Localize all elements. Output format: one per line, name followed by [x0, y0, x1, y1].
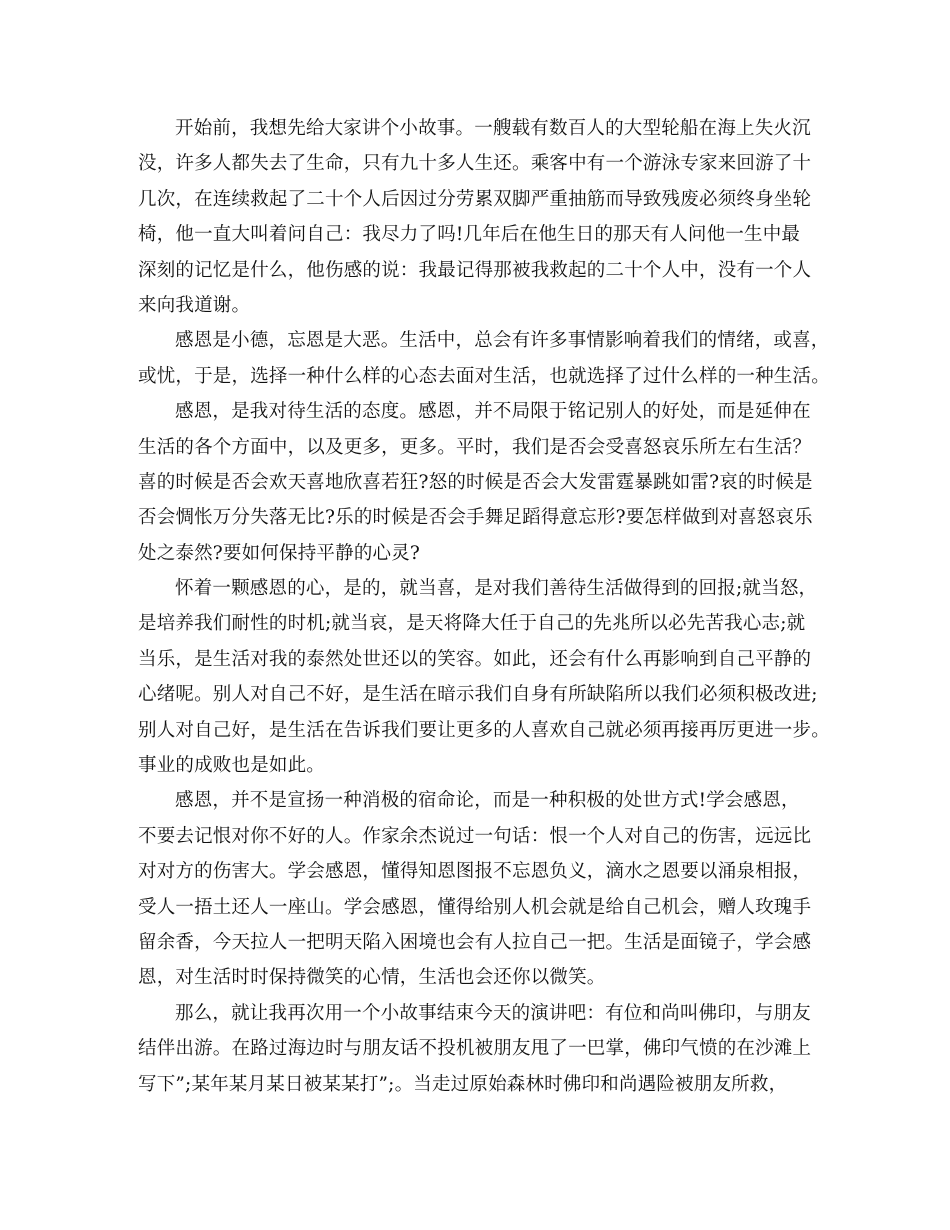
text-line: 当乐，是生活对我的泰然处世还以的笑容。如此，还会有什么再影响到自己平静的: [138, 648, 812, 670]
paragraph: [138, 394, 818, 571]
text-line: 留余香，今天拉人一把明天陷入困境也会有人拉自己一把。生活是面镜子，学会感: [138, 931, 812, 953]
text-line: 恩，对生活时时保持微笑的心情，生活也会还你以微笑。: [138, 967, 606, 989]
text-line: 结伴出游。在路过海边时与朋友话不投机被朋友甩了一巴掌，佛印气愤的在沙滩上: [138, 1038, 812, 1060]
text-line: 处之泰然?要如何保持平静的心灵?: [138, 542, 421, 564]
text-line: 深刻的记忆是什么，他伤感的说：我最记得那被我救起的二十个人中，没有一个人: [138, 259, 812, 281]
text-line: 别人对自己好，是生活在告诉我们要让更多的人喜欢自己就必须再接再厉更进一步。: [138, 719, 830, 741]
text-line: 喜的时候是否会欢天喜地欣喜若狂?怒的时候是否会大发雷霆暴跳如雷?哀的时候是: [138, 471, 813, 493]
text-line: 椅，他一直大叫着问自己：我尽力了吗!几年后在他生日的那天有人问他一生中最: [138, 224, 801, 246]
text-line: 那么，就让我再次用一个小故事结束今天的演讲吧：有位和尚叫佛印，与朋友: [175, 1002, 811, 1024]
paragraph: [138, 323, 830, 394]
text-line: 对对方的伤害大。学会感恩，懂得知恩图报不忘恩负义，滴水之恩要以涌泉相报，: [138, 861, 812, 883]
text-line: 心绪呢。别人对自己不好，是生活在暗示我们自身有所缺陷所以我们必须积极改进;: [138, 684, 818, 706]
text-line: 生活的各个方面中，以及更多，更多。平时，我们是否会受喜怒哀乐所左右生活？: [138, 436, 812, 458]
text-line: 没，许多人都失去了生命，只有九十多人生还。乘客中有一个游泳专家来回游了十: [138, 153, 812, 175]
text-line: 几次，在连续救起了二十个人后因过分劳累双脚严重抽筋而导致残废必须终身坐轮: [138, 188, 812, 210]
text-line: 受人一捂土还人一座山。学会感恩，懂得给别人机会就是给自己机会，赠人玫瑰手: [138, 896, 812, 918]
text-line: 开始前，我想先给大家讲个小故事。一艘载有数百人的大型轮船在海上失火沉: [175, 118, 811, 139]
document-body: [138, 111, 830, 1102]
text-line: 否会惆怅万分失落无比?乐的时候是否会手舞足蹈得意忘形?要怎样做到对喜怒哀乐: [138, 507, 813, 529]
paragraph: [138, 996, 818, 1102]
text-line: 感恩，是我对待生活的态度。感恩，并不局限于铭记别人的好处，而是延伸在: [175, 401, 811, 423]
text-line: 来向我道谢。: [138, 294, 251, 316]
text-line: 是培养我们耐性的时机;就当哀，是天将降大任于自己的先兆所以必先苦我心志;就: [138, 613, 806, 635]
paragraph: [138, 111, 818, 323]
text-line: 写下”;某年某月某日被某某打”;。当走过原始森林时佛印和尚遇险被朋友所救，: [138, 1073, 788, 1095]
text-line: 事业的成败也是如此。: [138, 755, 326, 777]
text-line: 感恩是小德，忘恩是大恶。生活中，总会有许多事情影响着我们的情绪，或喜，: [175, 330, 830, 352]
paragraph: [138, 571, 830, 783]
text-line: 感恩，并不是宣扬一种消极的宿命论，而是一种积极的处世方式!学会感恩，: [175, 790, 800, 812]
text-line: 或忧，于是，选择一种什么样的心态去面对生活，也就选择了过什么样的一种生活。: [138, 365, 830, 387]
text-line: 不要去记恨对你不好的人。作家余杰说过一句话：恨一个人对自己的伤害，远远比: [138, 825, 812, 847]
paragraph: [138, 783, 818, 995]
text-line: 怀着一颗感恩的心，是的，就当喜，是对我们善待生活做得到的回报;就当怒，: [175, 578, 818, 600]
